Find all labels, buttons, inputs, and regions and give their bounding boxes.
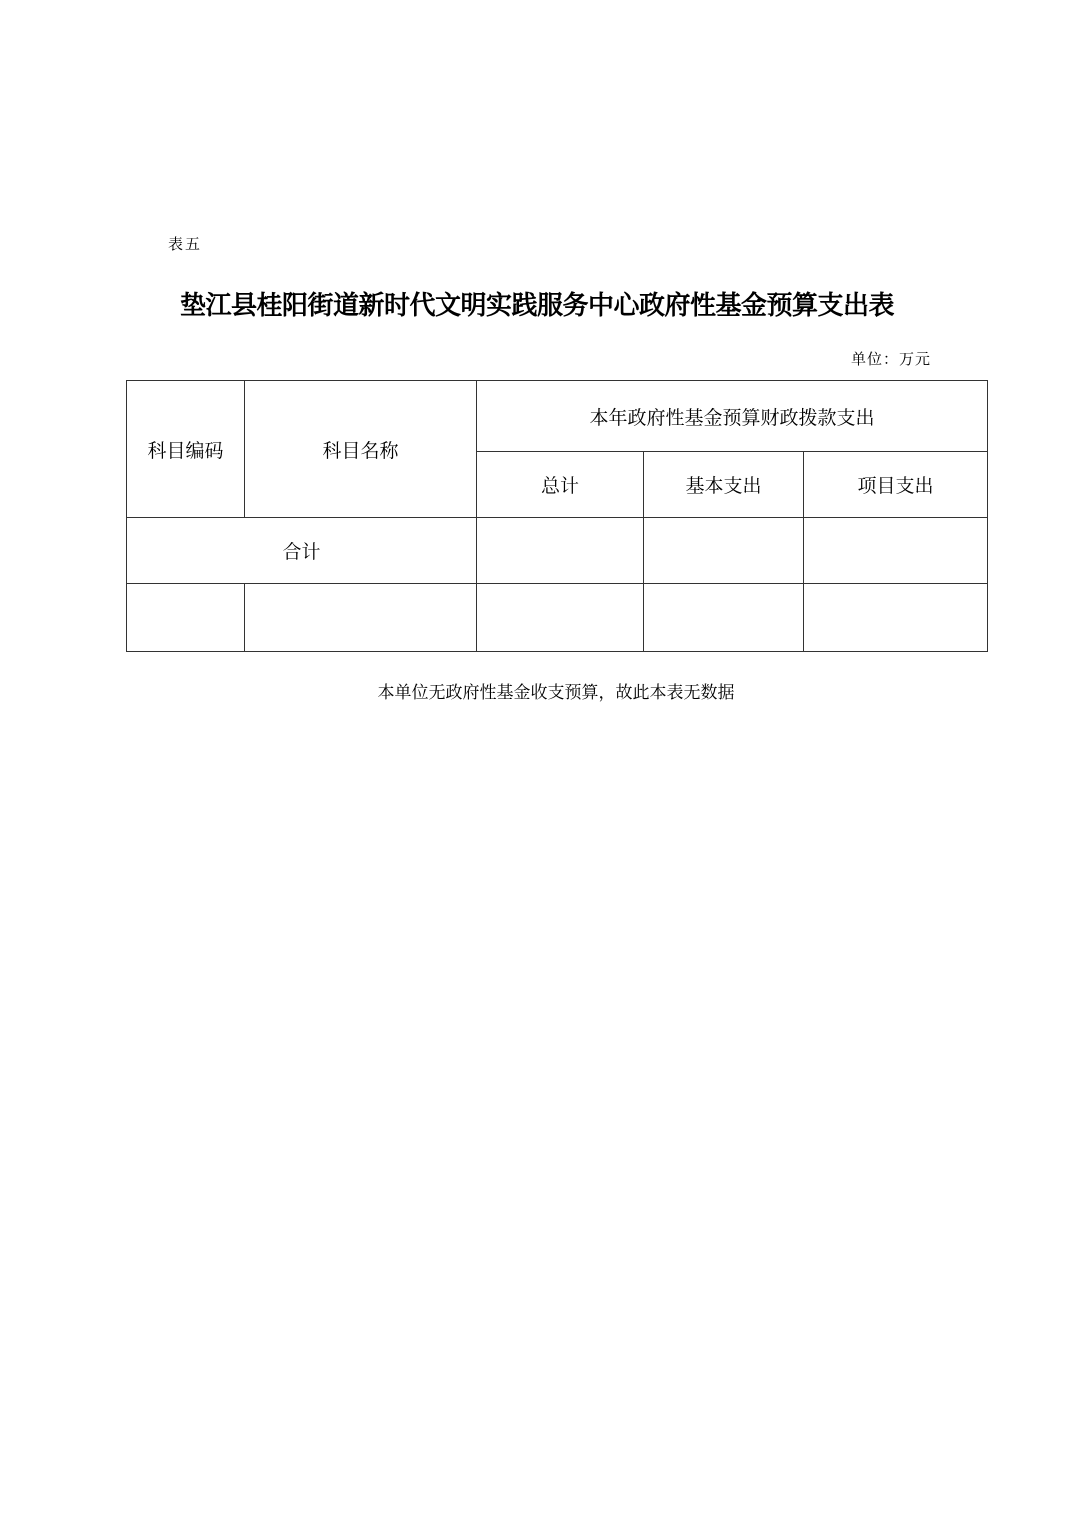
footnote: 本单位无政府性基金收支预算，故此本表无数据 (377, 683, 735, 703)
header-total: 总计 (477, 452, 644, 518)
header-code: 科目编码 (127, 381, 245, 518)
page-title: 垫江县桂阳街道新时代文明实践服务中心政府性基金预算支出表 (179, 291, 894, 321)
header-row-1 (127, 381, 988, 452)
total-row-basic (644, 518, 804, 584)
budget-table (126, 380, 988, 652)
unit-label: 单位：万元 (851, 350, 932, 368)
row-code-cell (127, 584, 245, 652)
table-row (127, 584, 988, 652)
header-basic: 基本支出 (644, 452, 804, 518)
total-row-total (477, 518, 644, 584)
header-name: 科目名称 (245, 381, 477, 518)
total-row (127, 518, 988, 584)
total-row-project (804, 518, 988, 584)
table-number-label: 表五 (168, 235, 203, 253)
header-project: 项目支出 (804, 452, 988, 518)
row-basic-cell (644, 584, 804, 652)
row-name-cell (245, 584, 477, 652)
row-project-cell (804, 584, 988, 652)
row-total-cell (477, 584, 644, 652)
total-row-label: 合计 (127, 518, 477, 584)
header-group: 本年政府性基金预算财政拨款支出 (477, 381, 988, 452)
